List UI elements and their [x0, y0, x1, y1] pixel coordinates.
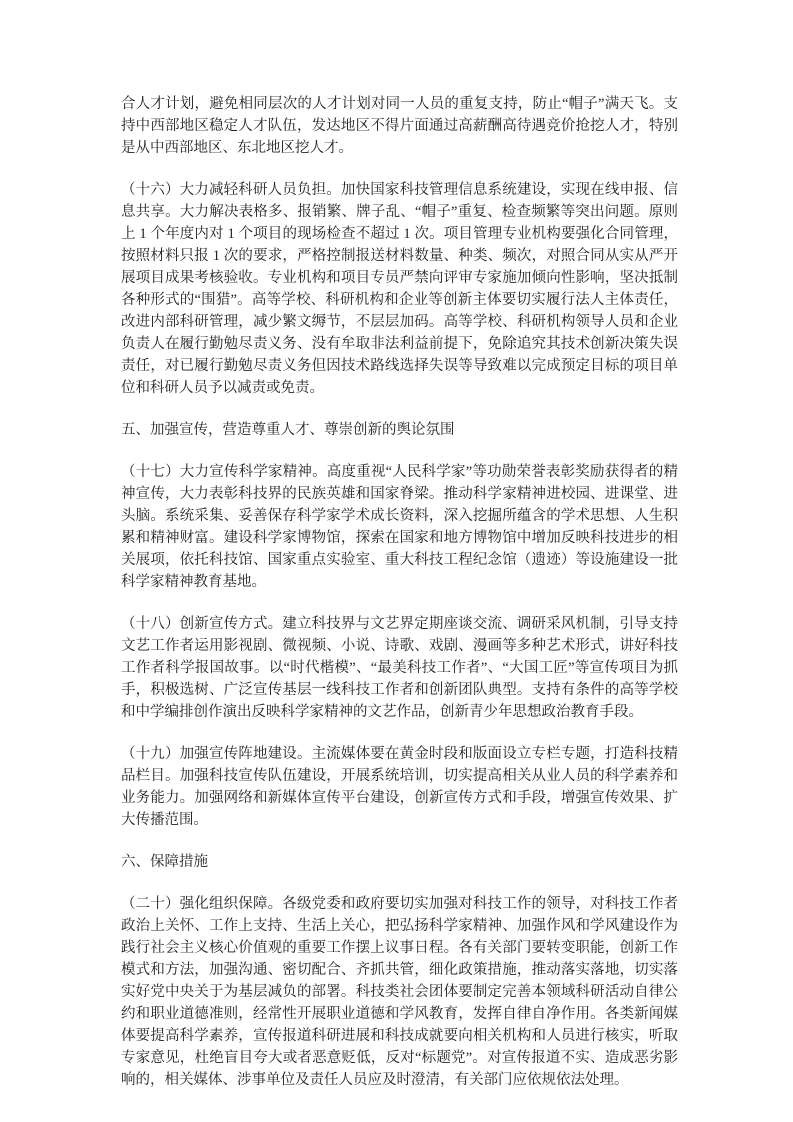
document-paragraph: 合人才计划，避免相同层次的人才计划对同一人员的重复支持，防止“帽子”满天飞。支持中西部地区稳定人才队伍，发达地区不得片面通过高薪酬高待遇竞价抢挖人才，特别是从中西部地区、东北地区挖人才。 — [121, 96, 678, 156]
document-paragraph: （十六）大力减轻科研人员负担。加快国家科技管理信息系统建设，实现在线申报、信息共享。大力解决表格多、报销繁、牌子乱、“帽子”重复、检查频繁等突出问题。原则上 1 个年度内对 1 个项目的现场检查不超过 1 次。项目管理专业机构要强化合同管理，按照材料只报 1 次的要求，严格控制报送材料数量、种类、频次，对照合同从实从严开展项目成果考核验收。专业机构和项目专员严禁向评审专家施加倾向性影响，坚决抵制各种形式的“围猎”。高等学校、科研机构和企业等创新主体要切实履行法人主体责任，改进内部科研管理，减少繁文缛节，不层层加码。高等学校、科研机构领导人员和企业负责人在履行勤勉尽责义务、没有牟取非法利益前提下，免除追究其技术创新决策失误责任，对已履行勤勉尽责义务但因技术路线选择失误等导致难以完成预定目标的项目单位和科研人员予以减责或免责。 — [121, 182, 678, 396]
document-paragraph: （十七）大力宣传科学家精神。高度重视“人民科学家”等功勋荣誉表彰奖励获得者的精神宣传，大力表彰科技界的民族英雄和国家脊梁。推动科学家精神进校园、进课堂、进头脑。系统采集、妥善保存科学家学术成长资料，深入挖掘所蕴含的学术思想、人生积累和精神财富。建设科学家博物馆，探索在国家和地方博物馆中增加反映科技进步的相关展项，依托科技馆、国家重点实验室、重大科技工程纪念馆（遗迹）等设施建设一批科学家精神教育基地。 — [121, 464, 678, 590]
section-heading: 五、加强宣传，营造尊重人才、尊崇创新的舆论氛围 — [121, 422, 455, 438]
document-paragraph: （十九）加强宣传阵地建设。主流媒体要在黄金时段和版面设立专栏专题，打造科技精品栏目。加强科技宣传队伍建设，开展系统培训，切实提高相关从业人员的科学素养和业务能力。加强网络和新媒体宣传平台建设，创新宣传方式和手段，增强宣传效果、扩大传播范围。 — [121, 746, 678, 828]
document-paragraph: （十八）创新宣传方式。建立科技界与文艺界定期座谈交流、调研采风机制，引导支持文艺工作者运用影视剧、微视频、小说、诗歌、戏剧、漫画等多种艺术形式，讲好科技工作者科学报国故事。以“时代楷模”、“最美科技工作者”、“大国工匠”等宣传项目为抓手，积极选树、广泛宣传基层一线科技工作者和创新团队典型。支持有条件的高等学校和中学编排创作演出反映科学家精神的文艺作品，创新青少年思想政治教育手段。 — [121, 616, 678, 720]
document-content — [121, 93, 678, 1111]
document-paragraph: （二十）强化组织保障。各级党委和政府要切实加强对科技工作的领导，对科技工作者政治上关怀、工作上支持、生活上关心，把弘扬科学家精神、加强作风和学风建设作为践行社会主义核心价值观的重要工作摆上议事日程。各有关部门要转变职能，创新工作模式和方法，加强沟通、密切配合、齐抓共管，细化政策措施，推动落实落地，切实落实好党中央关于为基层减负的部署。科技类社会团体要制定完善本领域科研活动自律公约和职业道德准则，经常性开展职业道德和学风教育，发挥自律自净作用。各类新闻媒体要提高科学素养，宣传报道科研进展和科技成就要向相关机构和人员进行核实，听取专家意见，杜绝盲目夸大或者恶意贬低，反对“标题党”。对宣传报道不实、造成恶劣影响的，相关媒体、涉事单位及责任人员应及时澄清，有关部门应依规依法处理。 — [121, 896, 678, 1088]
section-heading: 六、保障措施 — [121, 854, 208, 870]
